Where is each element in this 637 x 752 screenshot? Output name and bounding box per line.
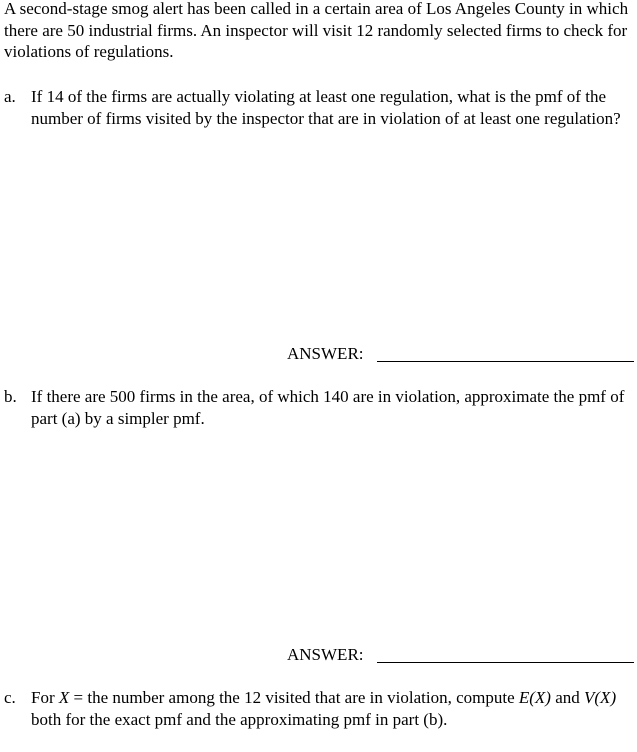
answer-a-blank [377, 361, 634, 362]
question-a-letter: a. [4, 87, 16, 106]
expectation-ex: E(X) [518, 688, 551, 707]
variance-vx: V(X) [584, 688, 617, 707]
answer-a-label: ANSWER: [287, 344, 364, 363]
question-c-part-2: = the number among the 12 visited that are in violation, compute [69, 688, 519, 707]
question-c-text [31, 687, 632, 730]
answer-b [287, 644, 634, 666]
question-c-part-3: and [550, 688, 585, 707]
question-c-letter: c. [4, 688, 16, 707]
question-b-letter: b. [4, 387, 17, 406]
variable-x: X [58, 688, 70, 707]
question-c-part-1: For [31, 688, 59, 707]
question-b-text: If there are 500 firms in the area, of which 140 are in violation, approximate the pmf of part (a) by a simpler pmf. [31, 387, 625, 428]
answer-b-label: ANSWER: [287, 645, 364, 664]
answer-a [287, 343, 634, 365]
problem-intro: A second-stage smog alert has been called in a certain area of Los Angeles County in which there are 50 industrial firms. An inspector will visit 12 randomly selected firms to check for violations of regulations. [4, 0, 629, 61]
question-a [4, 86, 632, 129]
question-a-text: If 14 of the firms are actually violating at least one regulation, what is the pmf of the number of firms visited by the inspector that are in violation of at least one regulation? [31, 87, 621, 128]
answer-b-blank [377, 662, 634, 663]
question-b [4, 386, 632, 429]
question-c-part-4: both for the exact pmf and the approximating pmf in part (b). [31, 709, 448, 729]
question-c [4, 687, 632, 730]
